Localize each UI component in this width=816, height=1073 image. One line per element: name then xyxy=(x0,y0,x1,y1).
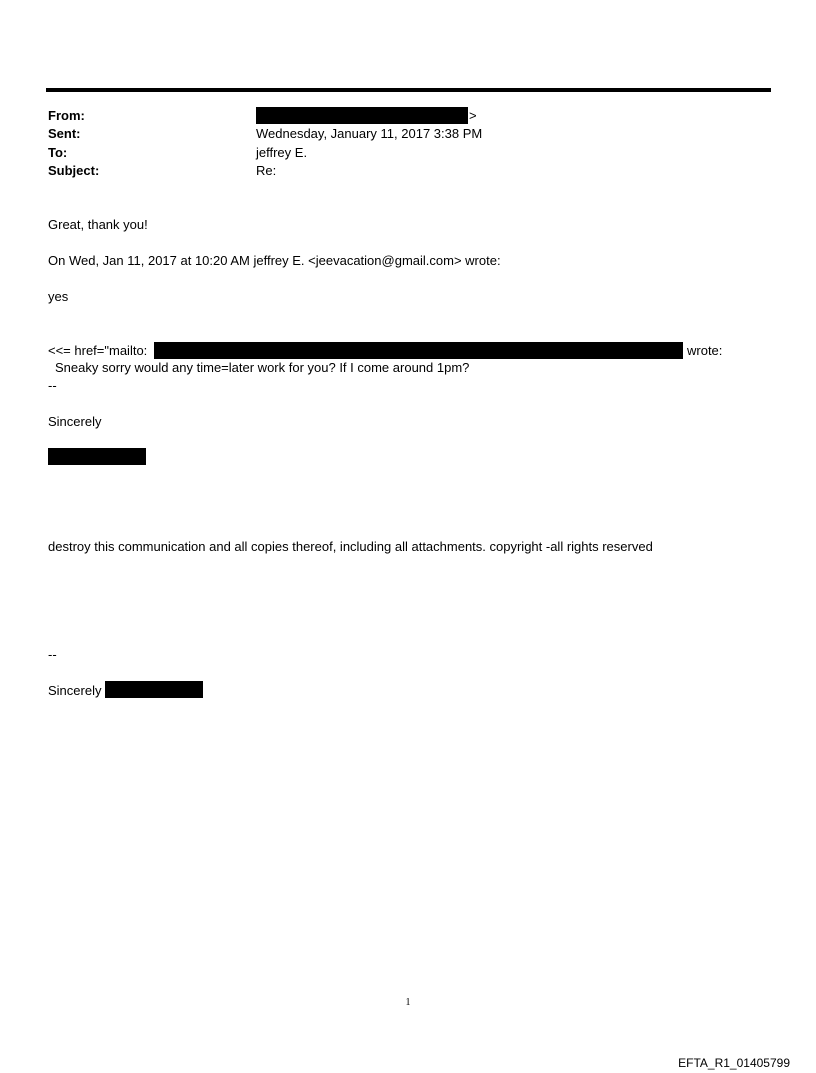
signoff-1: Sincerely xyxy=(48,414,102,429)
signoff-2: Sincerely xyxy=(48,683,102,698)
quote-intro: On Wed, Jan 11, 2017 at 10:20 AM jeffrey E. <jeevacation@gmail.com> wrote: xyxy=(48,253,501,268)
header-rule xyxy=(46,88,771,92)
sent-label: Sent: xyxy=(48,126,81,141)
inner-message: Sneaky sorry would any time=later work for you? If I come around 1pm? xyxy=(55,360,470,375)
document-id: EFTA_R1_01405799 xyxy=(678,1056,790,1070)
separator-1: -- xyxy=(48,378,57,393)
mailto-suffix: wrote: xyxy=(687,343,723,358)
subject-label: Subject: xyxy=(48,163,100,178)
separator-2: -- xyxy=(48,647,57,662)
redacted-mailto-address xyxy=(154,342,683,359)
page-number: 1 xyxy=(405,997,411,1008)
redacted-signature-1 xyxy=(48,448,146,465)
quoted-reply: yes xyxy=(48,289,69,304)
from-value-suffix: > xyxy=(469,108,477,123)
disclaimer-text: destroy this communication and all copies thereof, including all attachments. copyright -all rights reserved xyxy=(48,539,653,554)
sent-value: Wednesday, January 11, 2017 3:38 PM xyxy=(256,126,483,141)
subject-value: Re: xyxy=(256,163,277,178)
from-label: From: xyxy=(48,108,85,123)
redacted-signature-2 xyxy=(105,681,203,698)
redacted-from-address xyxy=(256,107,468,124)
to-label: To: xyxy=(48,145,68,160)
reply-text: Great, thank you! xyxy=(48,217,148,232)
mailto-prefix: <<= href="mailto: xyxy=(48,343,148,358)
to-value: jeffrey E. xyxy=(256,145,308,160)
